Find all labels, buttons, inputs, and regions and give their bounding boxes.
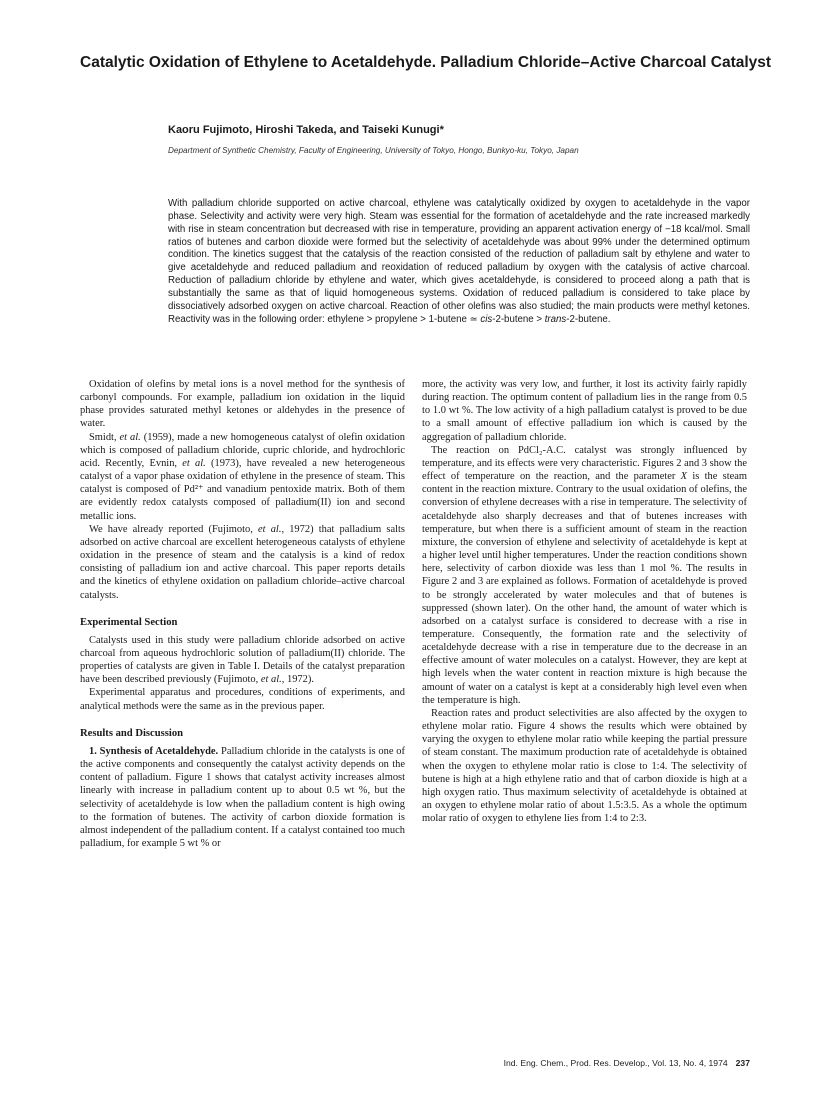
etal-italic: et al.: [260, 674, 282, 686]
text-run: (1973), have revealed a new heterogeneous catalyst of a vapor phase oxidation of ethylene in the presence of steam. This catalyst is composed of Pd²⁺ and vanadium pentoxide matrix. Both of them are evidently redox catalysts composed of palladium(II) ion and second metallic ions.: [80, 457, 405, 522]
journal-citation: Ind. Eng. Chem., Prod. Res. Develop., Vol. 13, No. 4, 1974: [503, 1058, 728, 1068]
text-run: (1959), made a new homogeneous catalyst of olefin oxidation which is composed of palladium chloride, cupric chloride, and hydrochloric acid. Recently, Evnin,: [80, 431, 405, 469]
abstract: [168, 198, 750, 326]
text-run: , 1972) that palladium salts adsorbed on active charcoal are excellent heterogeneous catalysts of ethylene oxidation in the presence of steam and the catalysis is a kind of redox consisting of palladium ion and active charcoal. This paper reports details and the kinetics of ethylene oxidation on palladium chloride–active charcoal catalysts.: [80, 523, 405, 601]
text-run: Smidt,: [89, 431, 120, 443]
left-column: [80, 378, 405, 850]
heading-experimental: Experimental Section: [80, 616, 178, 628]
affiliation: Department of Synthetic Chemistry, Faculty of Engineering, University of Tokyo, Hongo, Bunkyo-ku, Tokyo, Japan: [168, 146, 579, 155]
abstract-end: -2-butene.: [566, 313, 611, 325]
heading-results: Results and Discussion: [80, 727, 184, 739]
text-run: We have already reported (Fujimoto,: [89, 523, 259, 535]
text-run: Catalysts used in this study were palladium chloride adsorbed on active charcoal from aqueous hydrochloric solution of palladium(II) chloride. The properties of catalysts are given in Table I. Details of the catalyst preparation have been described previously (Fujimoto,: [80, 634, 405, 686]
text-run: is the steam content in the reaction mixture. Contrary to the usual oxidation of olefins, the conversion of ethylene decreases with a rise in temperature. The selectivity of acetaldehyde also sharply decreases and that of butenes increases with temperature, but when there is a sufficient amount of steam in the reaction mixture, the conversion of ethylene and selectivity of acetaldehyde is kept at a higher level until higher temperatures. Under the reaction conditions shown here, selectivity of carbon dioxide was less than 1 mol %. The results in Figure 2 and 3 are explained as follows. Formation of acetaldehyde is proved to be strongly accelerated by water molecules and that of butenes is suppressed (shown later). On the other hand, the amount of water which is adsorbed on a catalyst surface is considered to decrease with a rise in temperature. Consequently, the formation rate and the selectivity of acetaldehyde decrease with a rise in temperature due to the decrease in an effective amount of water molecules on a catalyst. However, they are kept at high levels when the water content in reaction mixture is high because the amount of water on a catalyst is kept at a considerably high level even when the temperature is high.: [422, 471, 747, 706]
author-list: Kaoru Fujimoto, Hiroshi Takeda, and Taiseki Kunugi*: [168, 124, 444, 136]
paragraph-temperature: [422, 444, 747, 707]
paragraph-apparatus: Experimental apparatus and procedures, conditions of experiments, and analytical methods were the same as in the previous paper.: [80, 687, 405, 712]
parameter-x: X: [680, 471, 688, 483]
text-run: , 1972).: [281, 674, 314, 686]
paragraph-continued: more, the activity was very low, and further, it lost its activity fairly rapidly during reaction. The optimum content of palladium lies in the range from 0.5 to 1.0 wt %. The low activity of a high palladium catalyst is proved to be due to a small amount of effective palladium ion which is caused by the aggregation of palladium chloride.: [422, 379, 747, 443]
abstract-mid: -2-butene >: [492, 313, 545, 325]
paragraph-smidt: [80, 431, 405, 523]
text-run: The reaction on PdCl₂-A.C. catalyst was strongly influenced by temperature, and its effects were very characteristic. Figures 2 and 3 show the effect of temperature on the reaction, and the parameter: [422, 444, 747, 483]
paragraph-synthesis: [80, 745, 405, 850]
right-column: [422, 378, 747, 825]
paper-title: Catalytic Oxidation of Ethylene to Acetaldehyde. Palladium Chloride–Active Charcoal Catalyst: [80, 54, 772, 71]
etal-italic: et al.: [119, 431, 141, 443]
abstract-cis: cis: [480, 313, 493, 325]
paragraph-oxygen-ratio: Reaction rates and product selectivities are also affected by the oxygen to ethylene molar ratio. Figure 4 shows the results which were obtained by varying the oxygen to ethylene molar ratio while keeping the partial pressure of steam constant. The maximum production rate of acetaldehyde is obtained when the oxygen to ethylene molar ratio is close to 1:4. The selectivity of butene is high at a high ethylene ratio and that of carbon dioxide is high at a high oxygen ratio. Thus maximum selectivity of acetaldehyde is obtained at an oxygen to ethylene molar ratio of about 1.5:3.5. As a whole the optimum molar ratio of oxygen to ethylene lies from 1:4 to 2:3.: [422, 707, 747, 825]
paragraph-intro: Oxidation of olefins by metal ions is a novel method for the synthesis of carbonyl compounds. For example, palladium ion oxidation in the liquid phase provides saturated methyl ketones or aldehydes in the presence of water.: [80, 379, 405, 430]
run-in-heading: 1. Synthesis of Acetaldehyde.: [89, 745, 219, 757]
abstract-trans: trans: [544, 313, 567, 325]
text-run: Palladium chloride in the catalysts is one of the active components and consequently the catalyst activity depends on the content of palladium. Figure 1 shows that catalyst activity increases almost linearly with increase in palladium content up to about 0.5 wt %, but the selectivity of acetaldehyde is low when the palladium content is high owing to the formation of butenes. The activity of carbon dioxide formation is almost independent of the palladium content. If a catalyst contained too much palladium, for example 5 wt % or: [80, 745, 406, 849]
etal-italic: et al.: [182, 457, 206, 469]
paragraph-previous-report: [80, 523, 405, 602]
etal-italic: et al.: [258, 523, 282, 535]
page-footer: [466, 1058, 750, 1068]
page-number: 237: [735, 1058, 750, 1068]
paragraph-catalysts: [80, 634, 405, 687]
abstract-text: With palladium chloride supported on active charcoal, ethylene was catalytically oxidized by oxygen to acetaldehyde in the vapor phase. Selectivity and activity were very high. Steam was essential for the formation of acetaldehyde and the rate increased markedly with rise in steam concentration but decreased with rise in temperature, providing an apparent activation energy of −18 kcal/mol. Small ratios of butenes and carbon dioxide were formed but the selectivity of acetaldehyde was about 99% under the determined optimum condition. The kinetics suggest that the catalysis of the reaction consisted of the reduction of palladium salt by ethylene and water to give acetaldehyde and reduced palladium and reoxidation of reduced palladium by oxygen with the catalysis of active charcoal. Reduction of palladium chloride by ethylene and water, which gives acetaldehyde, is considered to proceed along a path that is substantially the same as that of liquid homogeneous systems. Oxidation of reduced palladium is considered to take place by dissociatively adsorbed oxygen on active charcoal. Reaction of other olefins was also studied; the main products were methyl ketones. Reactivity was in the following order: ethylene > propylene > 1-butene ≃: [168, 198, 750, 325]
